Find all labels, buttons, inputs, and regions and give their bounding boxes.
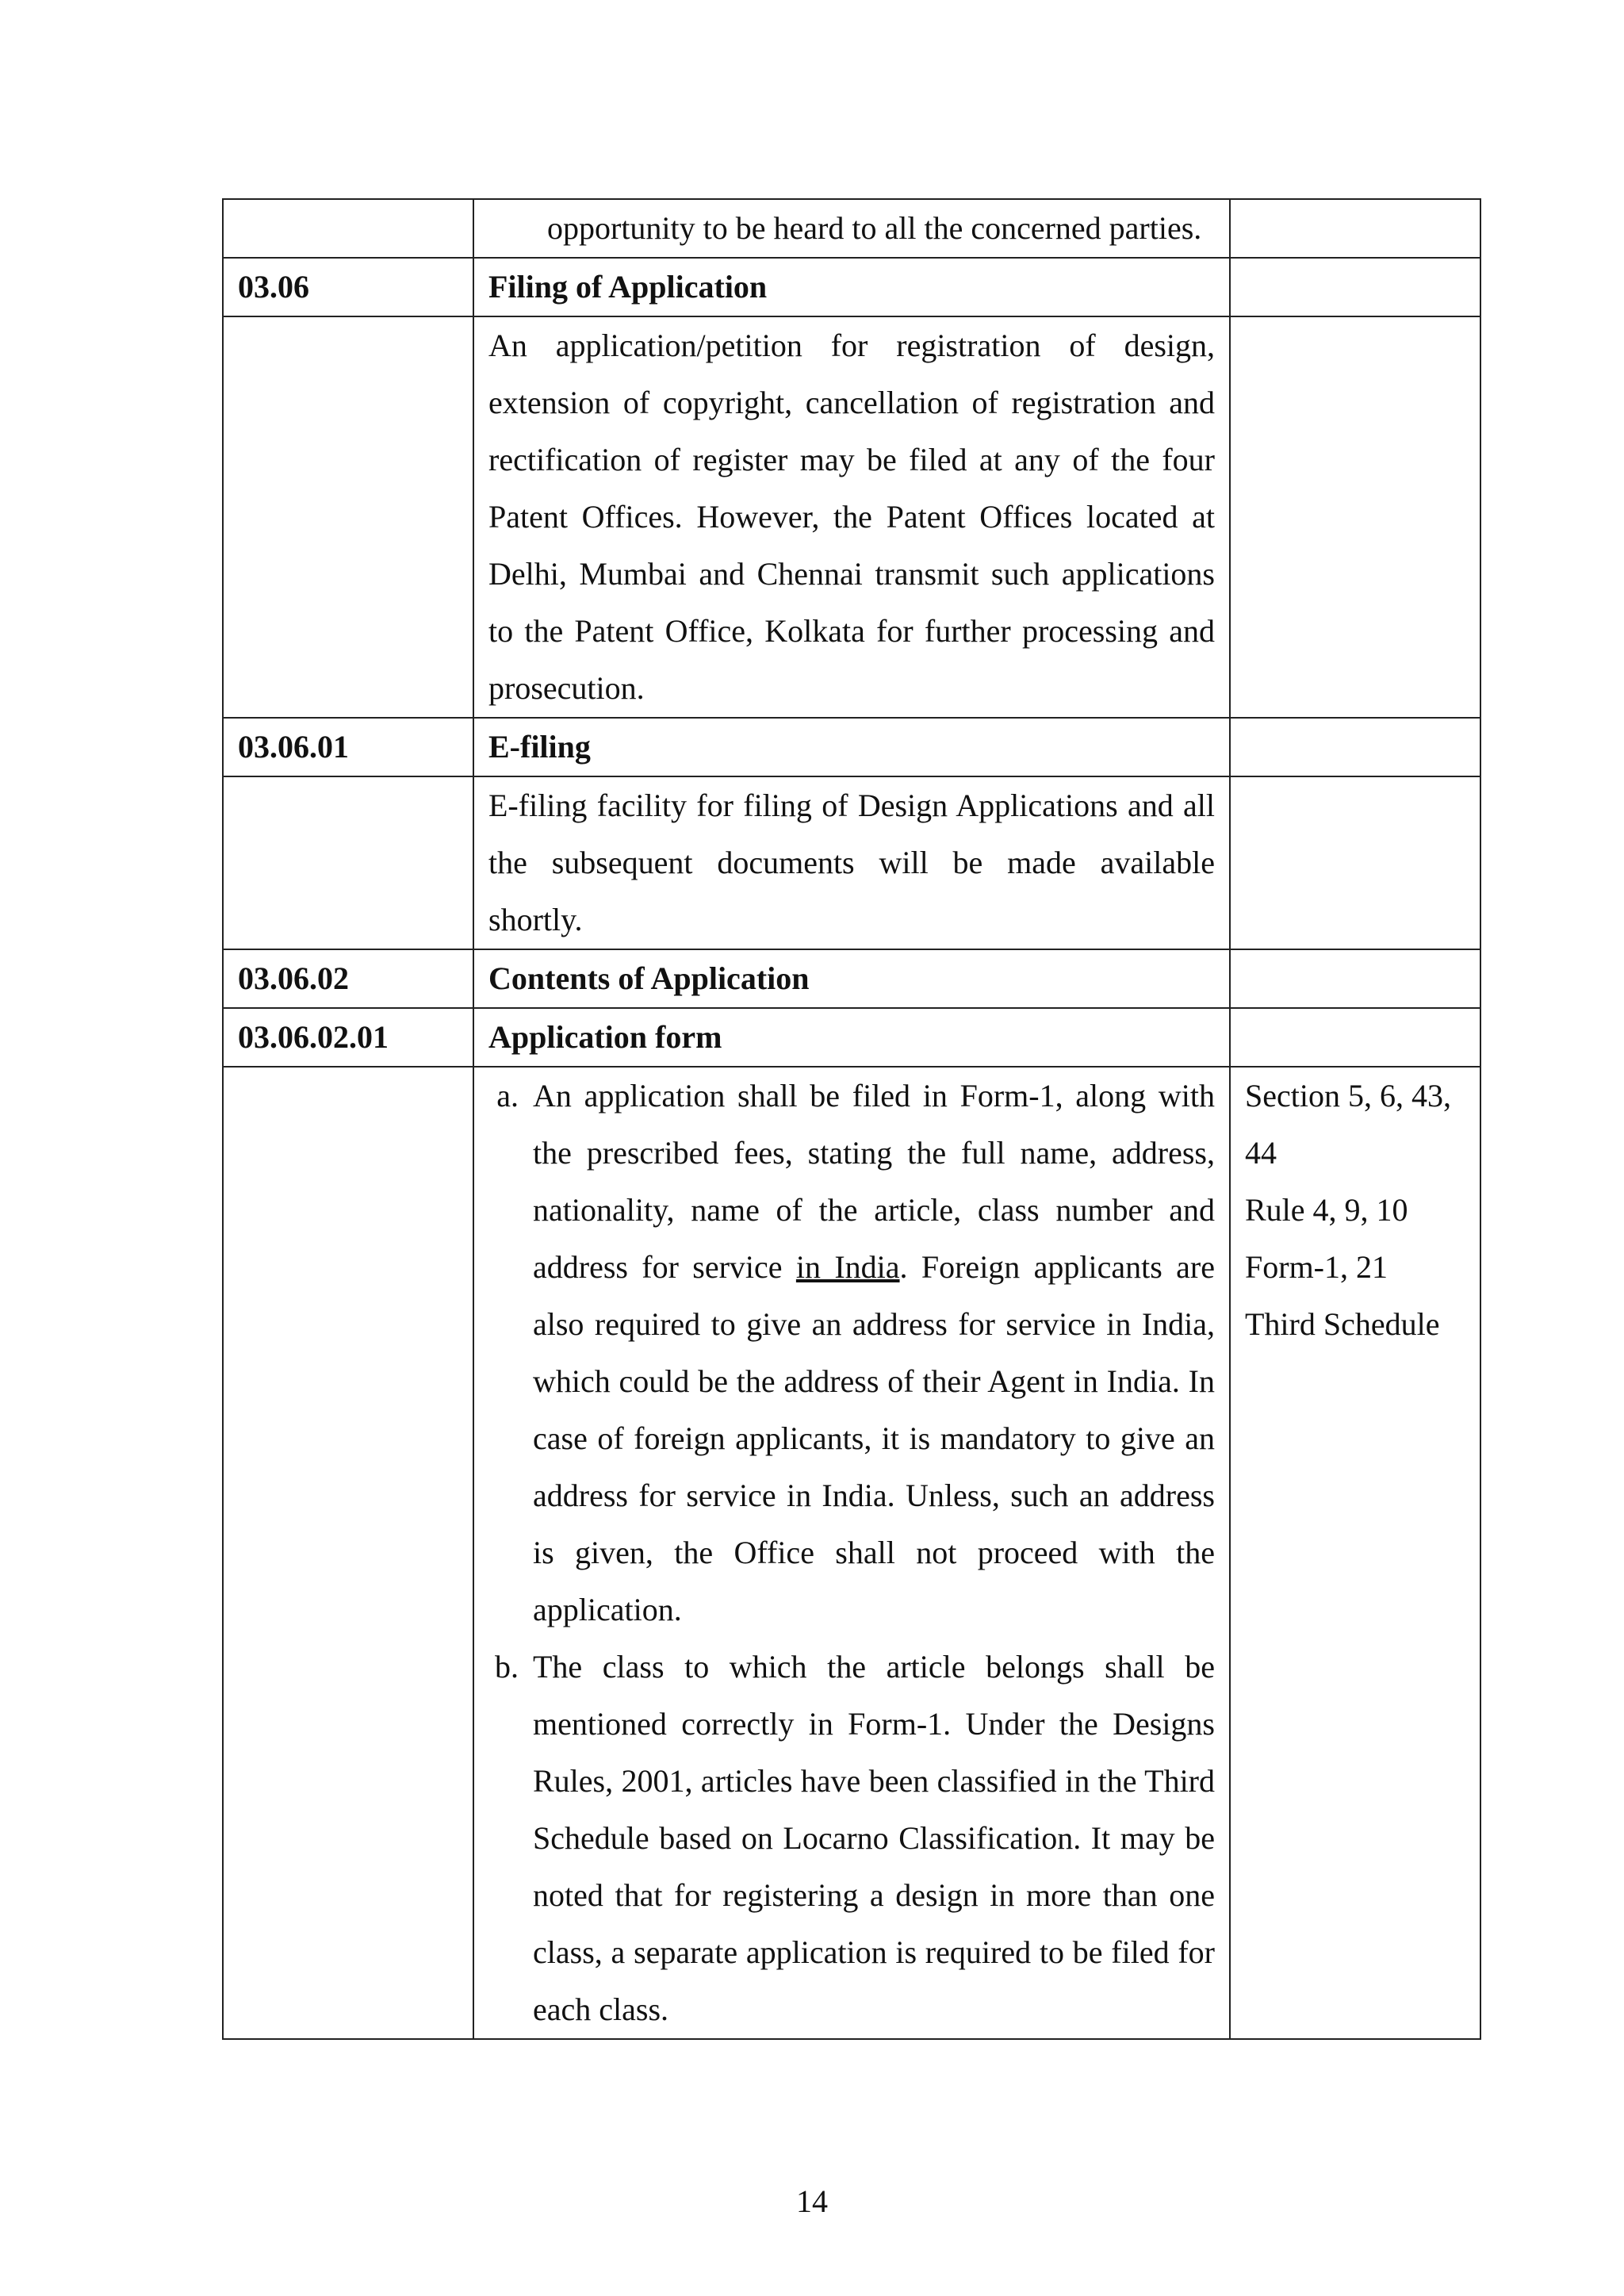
underlined-text: in India xyxy=(795,1249,900,1285)
reference-cell xyxy=(1230,1067,1480,2039)
table-row xyxy=(223,1067,1480,2039)
section-number: 03.06.01 xyxy=(223,718,473,776)
section-heading: Contents of Application xyxy=(473,949,1230,1008)
section-number: 03.06 xyxy=(223,258,473,316)
table-row xyxy=(223,776,1480,949)
list-item-text xyxy=(533,1068,1215,1639)
table-row xyxy=(223,258,1480,316)
page-number: 14 xyxy=(796,2183,828,2219)
reference-cell xyxy=(1230,199,1480,258)
reference-cell xyxy=(1230,776,1480,949)
reference-cell xyxy=(1230,258,1480,316)
section-heading: E-filing xyxy=(473,718,1230,776)
list-marker: a. xyxy=(496,1078,519,1114)
list-item xyxy=(474,1639,1215,2038)
list-item-text: The class to which the article belongs shall be mentioned correctly in Form-1. Under the Designs Rules, 2001, articles have been classified in the Third Schedule based on Locarno Classification. It may be noted that for registering a design in more than one class, a separate application is required to be filed for each class. xyxy=(533,1649,1215,2027)
table-row xyxy=(223,199,1480,258)
reference-cell xyxy=(1230,1008,1480,1067)
body-text: E-filing facility for filing of Design Applications and all the subsequent documents will be made available shortly. xyxy=(473,776,1230,949)
section-heading: Application form xyxy=(473,1008,1230,1067)
list-marker: b. xyxy=(495,1649,519,1685)
reference-line: Rule 4, 9, 10 xyxy=(1245,1192,1408,1228)
provisions-table xyxy=(222,198,1481,2040)
section-number-cell xyxy=(223,776,473,949)
table-row xyxy=(223,949,1480,1008)
section-number: 03.06.02.01 xyxy=(223,1008,473,1067)
body-text: opportunity to be heard to all the concerned parties. xyxy=(473,199,1230,258)
table-row xyxy=(223,718,1480,776)
section-heading: Filing of Application xyxy=(473,258,1230,316)
section-number-cell xyxy=(223,316,473,718)
section-number-cell xyxy=(223,199,473,258)
reference-cell xyxy=(1230,718,1480,776)
reference-line: Third Schedule xyxy=(1245,1306,1440,1342)
text-segment: An application shall be filed in Form-1, along with the prescribed fees, stating the full name, address, nationality, name of the article, class number and address for service xyxy=(533,1078,1215,1285)
reference-line: Section 5, 6, 43, 44 xyxy=(1245,1078,1451,1171)
reference-cell xyxy=(1230,949,1480,1008)
section-number-cell xyxy=(223,1067,473,2039)
list-item xyxy=(474,1068,1215,1639)
section-number: 03.06.02 xyxy=(223,949,473,1008)
body-text: An application/petition for registration of design, extension of copyright, cancellation of registration and rectification of register may be filed at any of the four Patent Offices. However, the Patent Offices located at Delhi, Mumbai and Chennai transmit such applications to the Patent Office, Kolkata for further processing and prosecution. xyxy=(473,316,1230,718)
table-row xyxy=(223,316,1480,718)
table-row xyxy=(223,1008,1480,1067)
text-segment: . Foreign applicants are also required to give an address for service in India, which could be the address of their Agent in India. In case of foreign applicants, it is mandatory to give an address for service in India. Unless, such an address is given, the Office shall not proceed with the application. xyxy=(533,1249,1215,1627)
list-cell xyxy=(473,1067,1230,2039)
reference-line: Form-1, 21 xyxy=(1245,1249,1388,1285)
reference-cell xyxy=(1230,316,1480,718)
